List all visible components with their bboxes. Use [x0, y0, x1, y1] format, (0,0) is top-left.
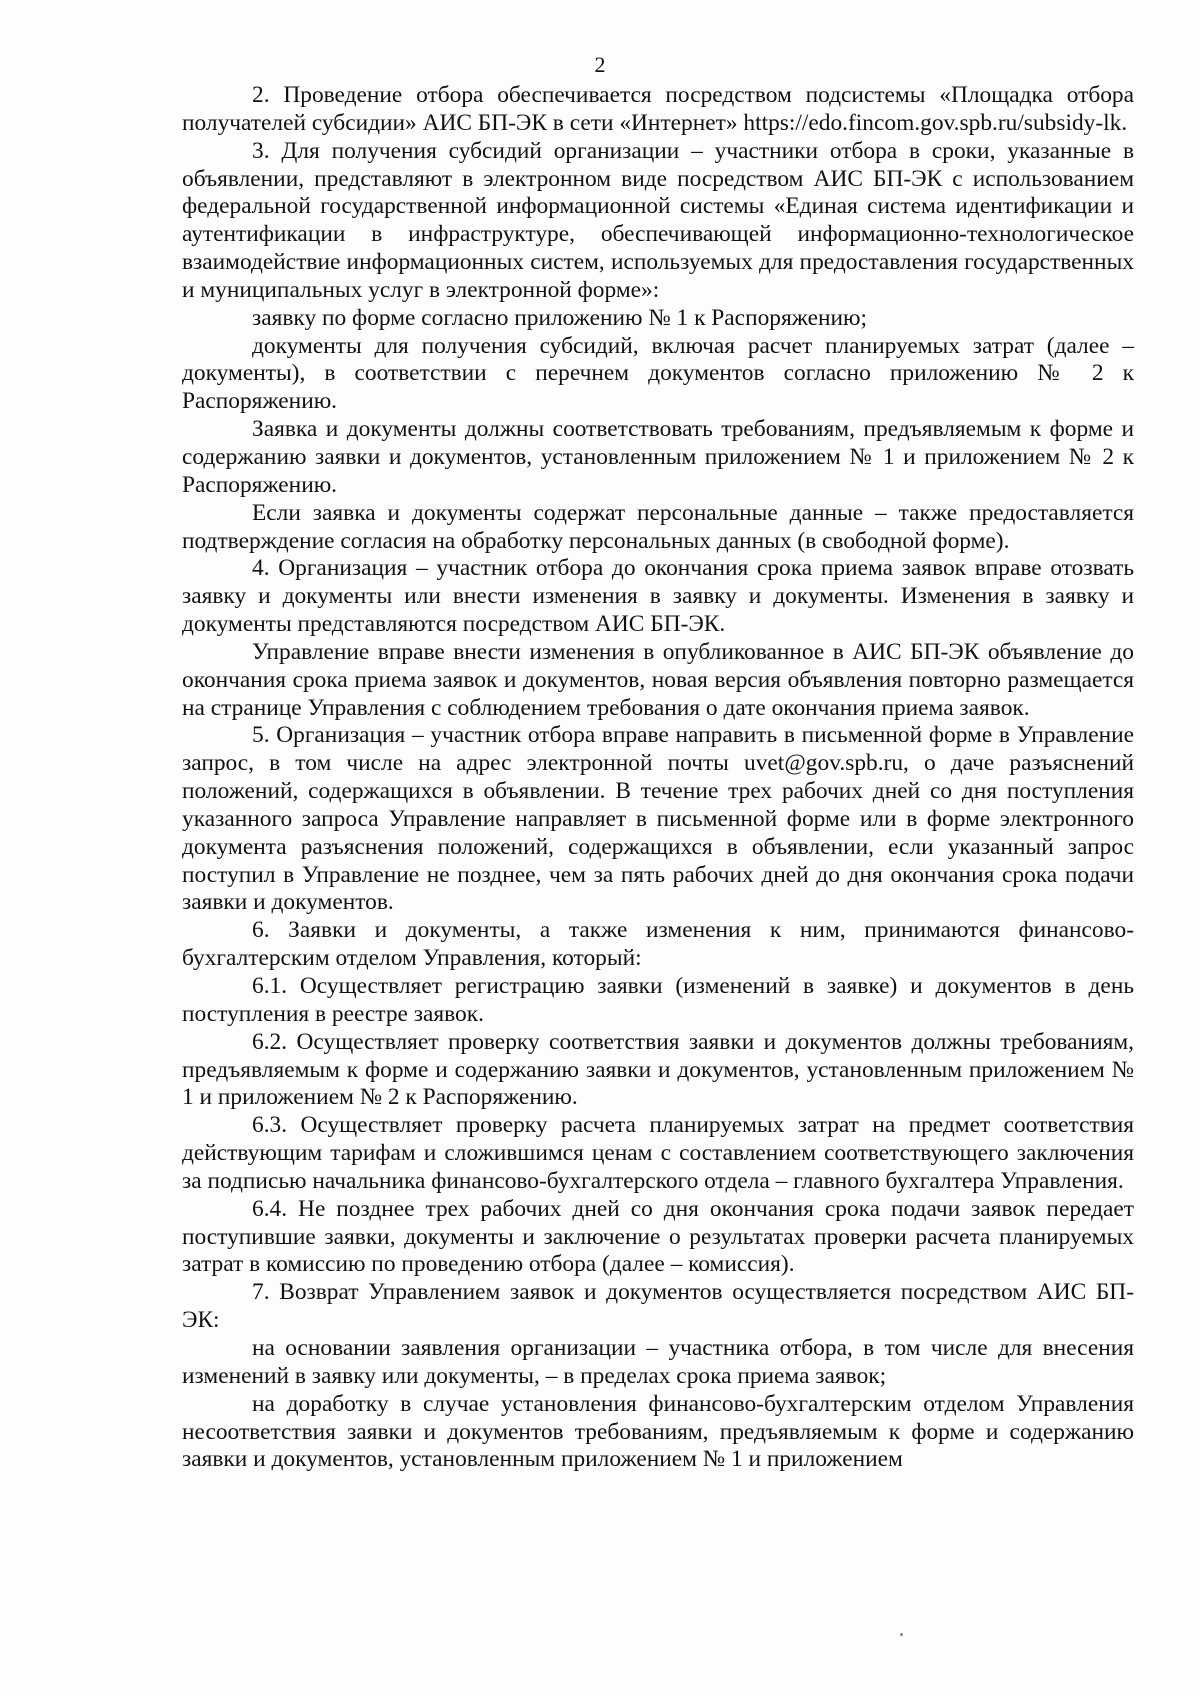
paragraph-6-2: 6.2. Осуществляет проверку соответствия заявки и документов должны требованиям, предъявляемым к форме и содержанию заявки и документов, установленным приложением № 1 и приложением № 2 к Распоряжению. — [182, 1028, 1134, 1111]
paragraph-6-1: 6.1. Осуществляет регистрацию заявки (изменений в заявке) и документов в день поступления в реестре заявок. — [182, 973, 1134, 1027]
paragraph-6-4: 6.4. Не позднее трех рабочих дней со дня окончания срока подачи заявок передает поступившие заявки, документы и заключение о результатах проверки расчета планируемых затрат в комиссию по проведению отбора (далее – комиссия). — [182, 1195, 1134, 1278]
paragraph-5: 5. Организация – участник отбора вправе направить в письменной форме в Управление запрос, в том числе на адрес электронной почты uvet@gov.spb.ru, о даче разъяснений положений, содержащихся в объявлении. В течение трех рабочих дней со дня поступления указанного запроса Управление направляет в письменной форме или в форме электронного документа разъяснения положений, содержащихся в объявлении, если указанный запрос поступил в Управление не позднее, чем за пять рабочих дней до дня окончания срока подачи заявки и документов. — [182, 722, 1134, 916]
paragraph-3: 3. Для получения субсидий организации – участники отбора в сроки, указанные в объявлении, представляют в электронном виде посредством АИС БП-ЭК с использованием федеральной государственной информационной системы «Единая система идентификации и аутентификации в инфраструктуре, обеспечивающей информационно-технологическое взаимодействие информационных систем, используемых для предоставления государственных и муниципальных услуг в электронной форме»: — [182, 137, 1134, 303]
paragraph-3-requirements: Заявка и документы должны соответствовать требованиям, предъявляемым к форме и содержанию заявки и документов, установленным приложением № 1 и приложением № 2 к Распоряжению. — [182, 416, 1134, 498]
paragraph-4-changes: Управление вправе внести изменения в опубликованное в АИС БП-ЭК объявление до окончания срока приема заявок и документов, новая версия объявления повторно размещается на странице Управления с соблюдением требования о дате окончания приема заявок. — [182, 638, 1134, 721]
paragraph-2: 2. Проведение отбора обеспечивается посредством подсистемы «Площадка отбора получателей субсидии» АИС БП-ЭК в сети «Интернет» https://edo.fincom.gov.spb.ru/subsidy-lk. — [182, 82, 1134, 136]
paragraph-7: 7. Возврат Управлением заявок и документов осуществляется посредством АИС БП-ЭК: — [182, 1279, 1134, 1334]
scan-speck — [900, 1633, 903, 1636]
paragraph-7-item-revision: на доработку в случае установления финансово-бухгалтерским отделом Управления несоответствия заявки и документов требованиям, предъявляемым к форме и содержанию заявки и документов, установленным приложением № 1 и приложением — [182, 1390, 1134, 1473]
paragraph-6: 6. Заявки и документы, а также изменения к ним, принимаются финансово-бухгалтерским отделом Управления, который: — [182, 917, 1134, 972]
paragraph-7-item-request: на основании заявления организации – участника отбора, в том числе для внесения изменений в заявку или документы, – в пределах срока приема заявок; — [182, 1334, 1134, 1389]
paragraph-3-item-documents: документы для получения субсидий, включая расчет планируемых затрат (далее – документы), в соответствии с перечнем документов согласно приложению № 2 к Распоряжению. — [182, 332, 1134, 415]
paragraph-3-item-application: заявку по форме согласно приложению № 1 к Распоряжению; — [252, 304, 867, 331]
document-body — [182, 82, 1134, 1474]
paragraph-3-personal-data: Если заявка и документы содержат персональные данные – также предоставляется подтверждение согласия на обработку персональных данных (в свободной форме). — [182, 499, 1134, 554]
paragraph-4: 4. Организация – участник отбора до окончания срока приема заявок вправе отозвать заявку и документы или внести изменения в заявку и документы. Изменения в заявку и документы представляются посредством АИС БП-ЭК. — [182, 555, 1134, 638]
paragraph-6-3: 6.3. Осуществляет проверку расчета планируемых затрат на предмет соответствия действующим тарифам и сложившимся ценам с составлением соответствующего заключения за подписью начальника финансово-бухгалтерского отдела – главного бухгалтера Управления. — [182, 1112, 1134, 1194]
page-number: 2 — [594, 52, 606, 77]
